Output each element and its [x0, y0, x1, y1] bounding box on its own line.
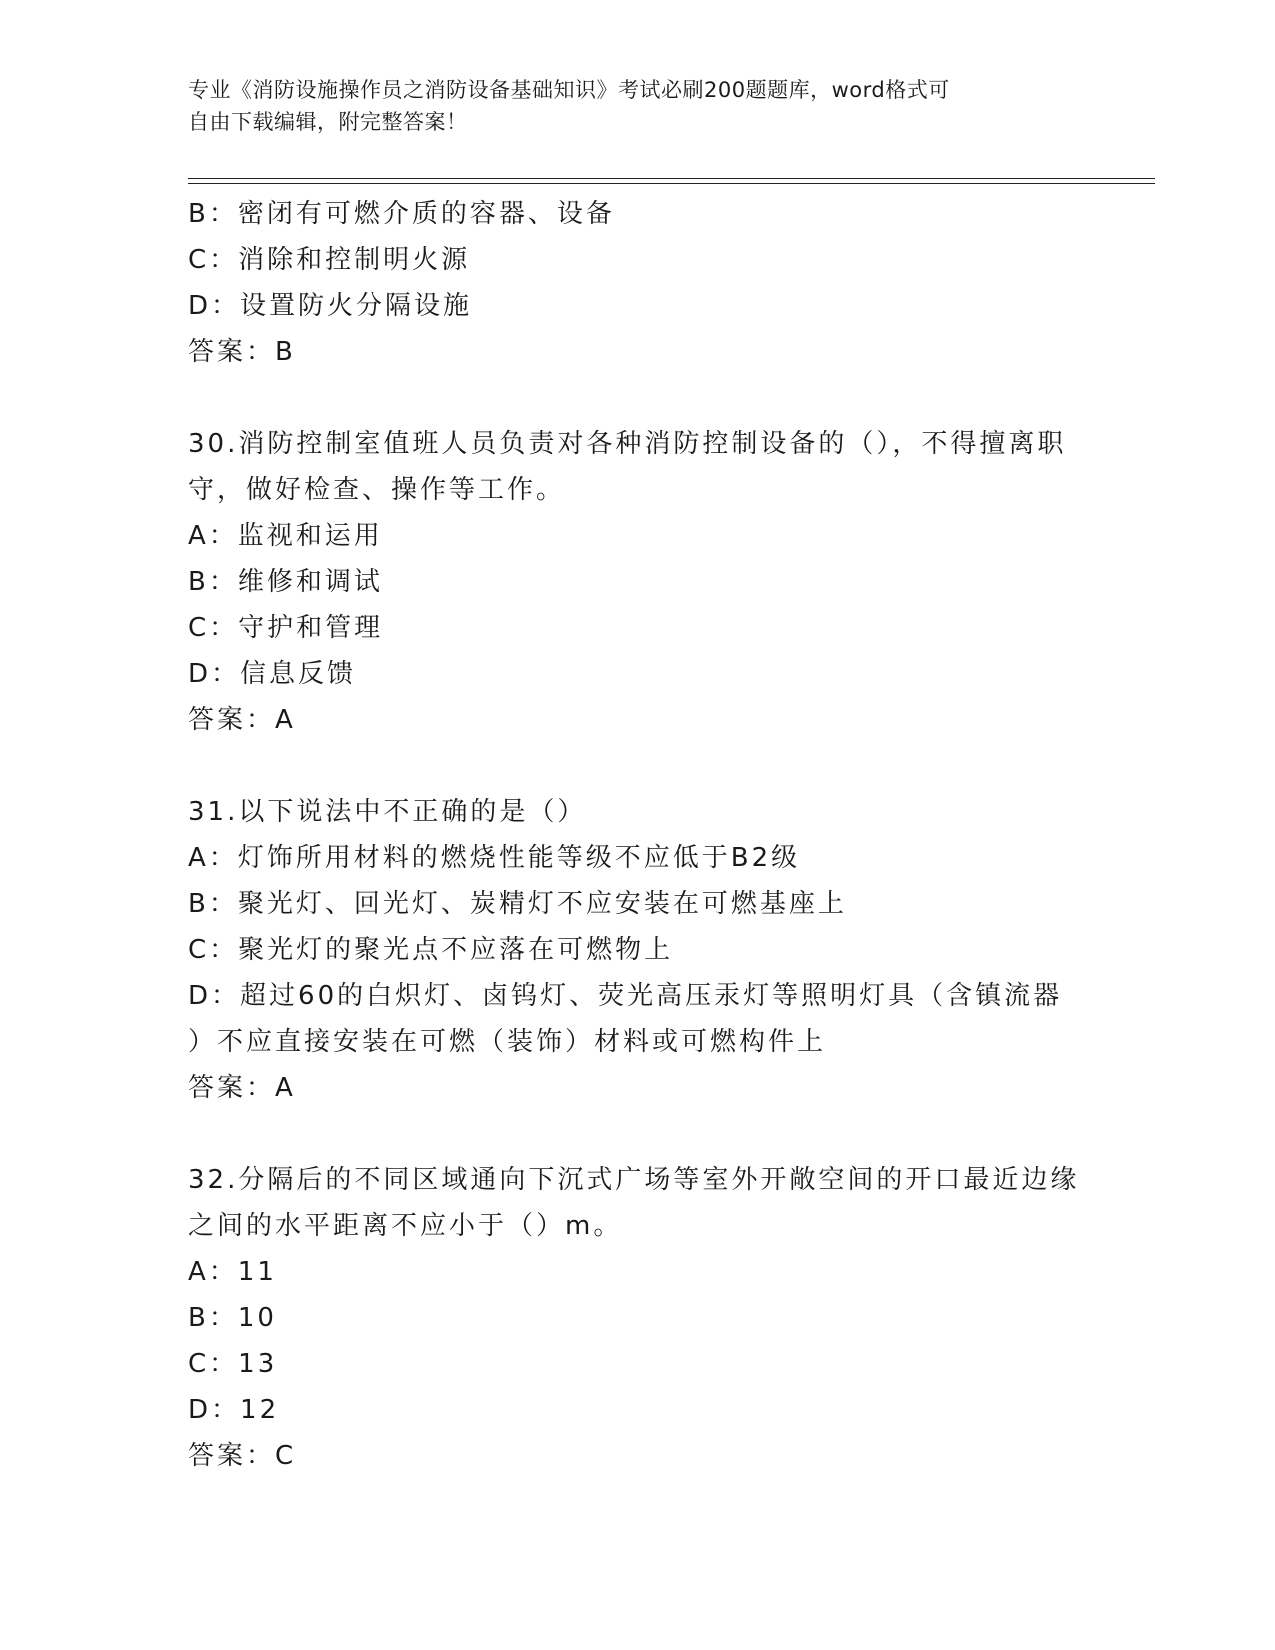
header-line-1: 专业《消防设施操作员之消防设备基础知识》考试必刷200题题库，word格式可 [188, 78, 950, 102]
option-c: C：消除和控制明火源 [188, 245, 471, 275]
question-stem-line: 之间的水平距离不应小于（）m。 [188, 1211, 623, 1241]
question-31 [188, 789, 1088, 1111]
header-divider-top [188, 178, 1155, 179]
answer: 答案：A [188, 705, 296, 735]
option-d: D：超过60的白炽灯、卤钨灯、荧光高压汞灯等照明灯具（含镇流器 [188, 981, 1063, 1011]
option-a: A：灯饰所用材料的燃烧性能等级不应低于B2级 [188, 843, 801, 873]
option-b: B：聚光灯、回光灯、炭精灯不应安装在可燃基座上 [188, 889, 847, 919]
document-header [188, 74, 1088, 138]
option-a: A：11 [188, 1257, 277, 1287]
header-divider-bottom [188, 183, 1155, 184]
option-d: D：设置防火分隔设施 [188, 291, 473, 321]
option-d: D：12 [188, 1395, 280, 1425]
question-30 [188, 421, 1088, 743]
question-stem-line: 30.消防控制室值班人员负责对各种消防控制设备的（），不得擅离职 [188, 429, 1067, 459]
answer: 答案：A [188, 1073, 296, 1103]
question-32 [188, 1157, 1088, 1479]
option-c: C：13 [188, 1349, 278, 1379]
option-d: D：信息反馈 [188, 659, 357, 689]
option-c: C：聚光灯的聚光点不应落在可燃物上 [188, 935, 674, 965]
option-c: C：守护和管理 [188, 613, 384, 643]
option-d-continued: ）不应直接安装在可燃（装饰）材料或可燃构件上 [188, 1027, 827, 1057]
question-stem-line: 守，做好检查、操作等工作。 [188, 475, 566, 505]
option-b: B：密闭有可燃介质的容器、设备 [188, 199, 615, 229]
option-a: A：监视和运用 [188, 521, 383, 551]
header-line-2: 自由下载编辑，附完整答案！ [188, 110, 468, 134]
question-stem-line: 32.分隔后的不同区域通向下沉式广场等室外开敞空间的开口最近边缘 [188, 1165, 1080, 1195]
question-stem-line: 31.以下说法中不正确的是（） [188, 797, 587, 827]
option-b: B：10 [188, 1303, 277, 1333]
answer: 答案：B [188, 337, 296, 367]
question-content [188, 191, 1088, 1479]
answer: 答案：C [188, 1441, 297, 1471]
option-b: B：维修和调试 [188, 567, 383, 597]
question-29-continued [188, 191, 1088, 375]
